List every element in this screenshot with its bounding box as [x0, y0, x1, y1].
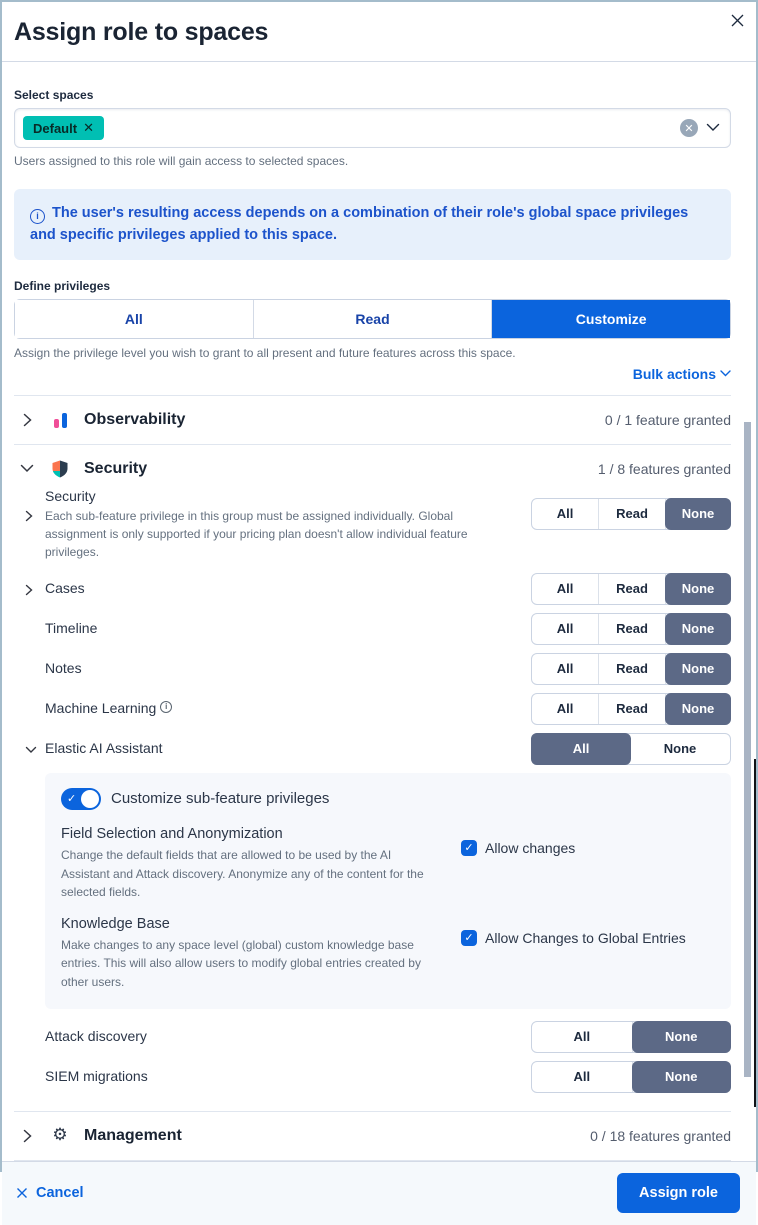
none-button[interactable]: None — [630, 734, 730, 764]
all-button[interactable]: All — [532, 654, 599, 684]
chevron-down-icon — [720, 370, 731, 377]
siem-migrations-privilege-group — [531, 1061, 731, 1093]
space-badge-default[interactable] — [23, 116, 104, 140]
read-button[interactable]: Read — [599, 694, 666, 724]
page-title: Assign role to spaces — [14, 18, 269, 46]
category-granted-count: 0 / 1 feature granted — [604, 411, 731, 428]
cases-privilege-group — [531, 573, 731, 605]
security-shield-icon — [49, 460, 71, 478]
subfeature-description: Make changes to any space level (global) custom knowledge base entries. This will also allow users to modify global entries created by other users. — [61, 937, 421, 989]
modal-body — [2, 62, 756, 1161]
bulk-actions-link[interactable] — [633, 366, 731, 382]
feature-label: Notes — [45, 659, 82, 676]
feature-label: Security — [45, 487, 96, 504]
all-button[interactable]: All — [532, 1062, 633, 1092]
feature-row-cases — [14, 573, 731, 605]
security-privilege-group — [531, 498, 731, 530]
ml-privilege-group — [531, 693, 731, 725]
feature-row-notes — [14, 653, 731, 685]
all-button[interactable]: All — [532, 694, 599, 724]
feature-label: SIEM migrations — [45, 1067, 148, 1084]
subfeature-title: Field Selection and Anonymization — [61, 825, 283, 842]
feature-row-elastic-ai-assistant — [14, 733, 731, 765]
badge-remove-icon[interactable]: ✕ — [83, 120, 94, 135]
subfeature-title: Knowledge Base — [61, 915, 170, 932]
assign-role-button[interactable]: Assign role — [617, 1173, 740, 1213]
customize-subfeatures-toggle-row[interactable] — [61, 788, 715, 810]
category-row-observability[interactable] — [14, 396, 731, 444]
window-edge-line — [754, 759, 756, 1107]
none-button[interactable]: None — [632, 1021, 732, 1053]
cancel-button[interactable] — [16, 1185, 84, 1201]
info-callout — [14, 189, 731, 260]
chevron-down-icon[interactable] — [19, 464, 35, 473]
callout-text: The user's resulting access depends on a combination of their role's global space privileges and specific privileges applied to this space. — [30, 205, 689, 244]
toggle-label: Customize sub-feature privileges — [111, 790, 330, 808]
modal-header — [2, 2, 756, 62]
feature-row-attack-discovery — [14, 1021, 731, 1053]
allow-changes-checkbox-row[interactable] — [461, 840, 575, 856]
define-privileges-label: Define privileges — [14, 278, 111, 293]
subfeature-description: Change the default fields that are allowed to be used by the AI Assistant and Attack discovery. Anonymize any of the content for the selected fields. — [61, 847, 424, 900]
none-button[interactable]: None — [665, 613, 731, 645]
close-icon — [16, 1187, 28, 1199]
ai-assistant-privilege-group — [531, 733, 731, 765]
feature-description: Each sub-feature privilege in this group must be assigned individually. Global assignment is only supported if your pricing plan doesn't allow individual feature privileges. — [45, 508, 468, 559]
category-row-management[interactable] — [14, 1112, 731, 1160]
privilege-description: Assign the privilege level you wish to grant to all present and future features across this space. — [14, 345, 516, 360]
feature-row-siem-migrations — [14, 1061, 731, 1093]
feature-label: Timeline — [45, 619, 98, 636]
sub-feature-panel — [45, 773, 731, 1009]
select-spaces-label: Select spaces — [14, 88, 94, 102]
toggle-on-switch[interactable]: ✓ — [61, 788, 101, 810]
feature-label: Machine Learning — [45, 699, 157, 716]
feature-label: Attack discovery — [45, 1027, 147, 1044]
info-icon[interactable]: i — [160, 701, 172, 713]
chevron-right-icon[interactable] — [19, 413, 35, 427]
feature-row-timeline — [14, 613, 731, 645]
scrollbar-thumb[interactable] — [744, 422, 751, 1077]
subfeature-field-selection — [61, 826, 715, 902]
security-feature-list — [14, 486, 731, 1111]
close-icon[interactable] — [724, 7, 750, 33]
read-button[interactable]: Read — [599, 654, 666, 684]
category-row-security[interactable] — [14, 445, 731, 486]
bulk-actions-label: Bulk actions — [632, 365, 716, 382]
checkbox-checked-icon[interactable]: ✓ — [461, 930, 477, 946]
feature-label: Cases — [45, 579, 85, 596]
category-name: Management — [84, 1126, 182, 1144]
spaces-combobox[interactable] — [14, 108, 731, 148]
chevron-down-icon[interactable] — [14, 744, 45, 754]
none-button[interactable]: None — [665, 653, 731, 685]
privilege-all-button[interactable]: All — [15, 300, 254, 338]
modal-footer — [2, 1161, 756, 1225]
read-button[interactable]: Read — [599, 574, 666, 604]
spaces-help-text: Users assigned to this role will gain access to selected spaces. — [14, 154, 349, 168]
none-button[interactable]: None — [665, 573, 731, 605]
observability-icon — [49, 412, 71, 428]
notes-privilege-group — [531, 653, 731, 685]
feature-row-machine-learning — [14, 693, 731, 725]
feature-row-security — [14, 488, 731, 561]
clear-selection-icon[interactable]: ✕ — [680, 119, 698, 137]
none-button[interactable]: None — [632, 1061, 732, 1093]
feature-label: Elastic AI Assistant — [45, 739, 163, 756]
allow-global-entries-checkbox-row[interactable] — [461, 930, 686, 946]
chevron-down-icon[interactable] — [706, 119, 720, 137]
none-button[interactable]: None — [665, 498, 731, 530]
all-button[interactable]: All — [531, 733, 631, 765]
all-button[interactable]: All — [532, 574, 599, 604]
category-granted-count: 0 / 18 features granted — [590, 1127, 731, 1144]
checkbox-label: Allow changes — [485, 839, 576, 856]
subfeature-knowledge-base — [61, 916, 715, 992]
category-granted-count: 1 / 8 features granted — [597, 460, 731, 477]
all-button[interactable]: All — [532, 499, 599, 529]
none-button[interactable]: None — [665, 693, 731, 725]
space-badge-label: Default — [33, 120, 78, 136]
info-icon: i — [30, 209, 45, 224]
timeline-privilege-group — [531, 613, 731, 645]
chevron-right-icon[interactable] — [19, 1129, 35, 1143]
chevron-right-icon[interactable] — [14, 488, 45, 522]
chevron-right-icon[interactable] — [14, 582, 45, 596]
cancel-label: Cancel — [36, 1185, 84, 1201]
checkbox-label: Allow Changes to Global Entries — [485, 929, 686, 946]
all-button[interactable]: All — [532, 1022, 633, 1052]
privilege-level-group — [14, 299, 731, 339]
privilege-customize-button[interactable]: Customize — [492, 300, 730, 338]
category-name: Security — [84, 459, 148, 477]
category-name: Observability — [84, 410, 186, 428]
read-button[interactable]: Read — [599, 499, 666, 529]
privilege-read-button[interactable]: Read — [254, 300, 493, 338]
checkbox-checked-icon[interactable]: ✓ — [461, 840, 477, 856]
attack-discovery-privilege-group — [531, 1021, 731, 1053]
gear-icon: ⚙ — [52, 1125, 68, 1145]
read-button[interactable]: Read — [599, 614, 666, 644]
all-button[interactable]: All — [532, 614, 599, 644]
